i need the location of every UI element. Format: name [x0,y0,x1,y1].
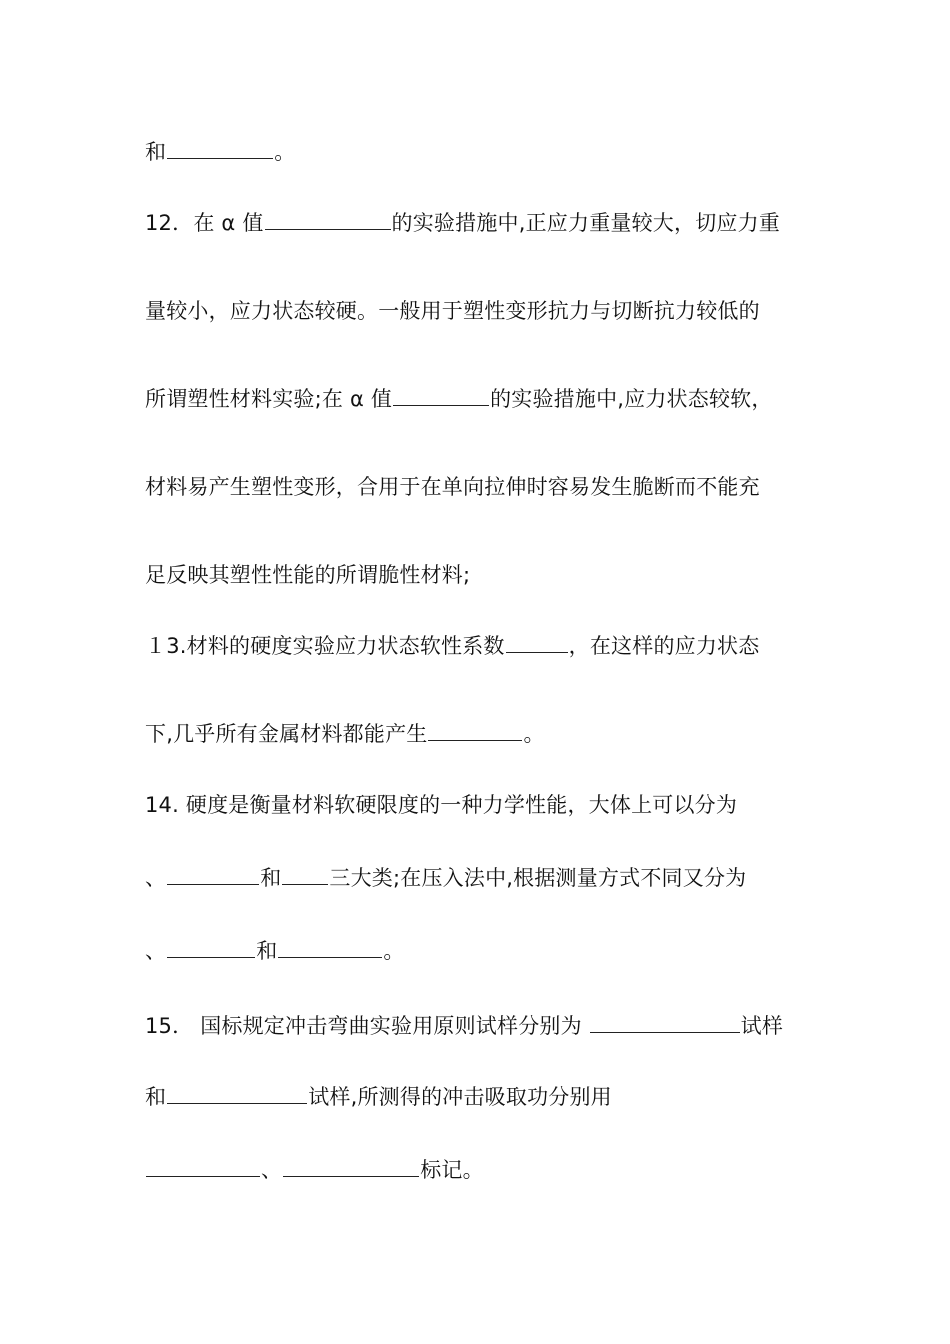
text-segment: 标记。 [420,1158,484,1182]
text-segment: 的实验措施中,应力状态较软， [490,387,773,411]
text-segment: 和 [256,939,278,963]
question-12-line-2 [145,296,760,326]
fill-in-blank[interactable] [167,140,273,159]
text-segment: 所谓塑性材料实验;在 α 值 [145,387,393,411]
fill-in-blank[interactable] [167,939,255,958]
question-14-line-3 [145,936,405,966]
fill-in-blank[interactable] [506,634,568,653]
question-15-line-3 [145,1155,484,1185]
fill-in-blank[interactable] [167,866,259,885]
text-segment: 和 [260,866,282,890]
fill-in-blank[interactable] [146,1158,260,1177]
text-segment: 、 [261,1158,283,1182]
question-14-line-1 [145,790,737,820]
text-segment: 试样 [740,1014,784,1038]
text-segment: 足反映其塑性性能的所谓脆性材料; [145,563,471,587]
question-12-line-4 [145,472,760,502]
question-15-line-1 [145,1011,783,1041]
text-segment: 、 [145,939,167,963]
question-15-line-2 [145,1082,612,1112]
text-segment: 下,几乎所有金属材料都能产生 [145,722,428,746]
text-segment: 材料易产生塑性变形，合用于在单向拉伸时容易发生脆断而不能充 [145,475,760,499]
fill-in-blank[interactable] [590,1014,740,1033]
question-13-line-2 [145,719,545,749]
text-segment: 。 [274,140,296,164]
question-13-line-1 [145,631,759,661]
fill-in-blank[interactable] [265,211,391,230]
text-segment: 三大类;在压入法中,根据测量方式不同又分为 [329,866,747,890]
text-segment: 和 [145,1085,167,1109]
fill-in-blank[interactable] [167,1085,307,1104]
text-segment: 量较小，应力状态较硬。一般用于塑性变形抗力与切断抗力较低的 [145,299,760,323]
question-12-line-3 [145,384,773,414]
text-segment: 12．在 α 值 [145,211,264,235]
fill-in-blank[interactable] [283,1158,419,1177]
text-segment: 14. 硬度是衡量材料软硬限度的一种力学性能，大体上可以分为 [145,793,738,817]
text-segment: 的实验措施中,正应力重量较大，切应力重 [391,211,780,235]
question-12-line-5 [145,560,470,590]
fill-in-blank[interactable] [282,866,328,885]
fill-in-blank[interactable] [278,939,382,958]
text-segment: 、 [145,866,167,890]
fill-in-blank[interactable] [428,722,522,741]
text-segment: 15． 国标规定冲击弯曲实验用原则试样分别为 [145,1014,589,1038]
text-segment: 和 [145,140,167,164]
text-line-1 [145,137,295,167]
text-segment: 试样,所测得的冲击吸取功分别用 [308,1085,612,1109]
fill-in-blank[interactable] [393,387,489,406]
text-segment: 。 [523,722,545,746]
text-segment: １3.材料的硬度实验应力状态软性系数 [145,634,505,658]
text-segment: ，在这样的应力状态 [568,634,760,658]
text-segment: 。 [383,939,405,963]
question-14-line-2 [145,863,746,893]
question-12-line-1 [145,208,780,238]
